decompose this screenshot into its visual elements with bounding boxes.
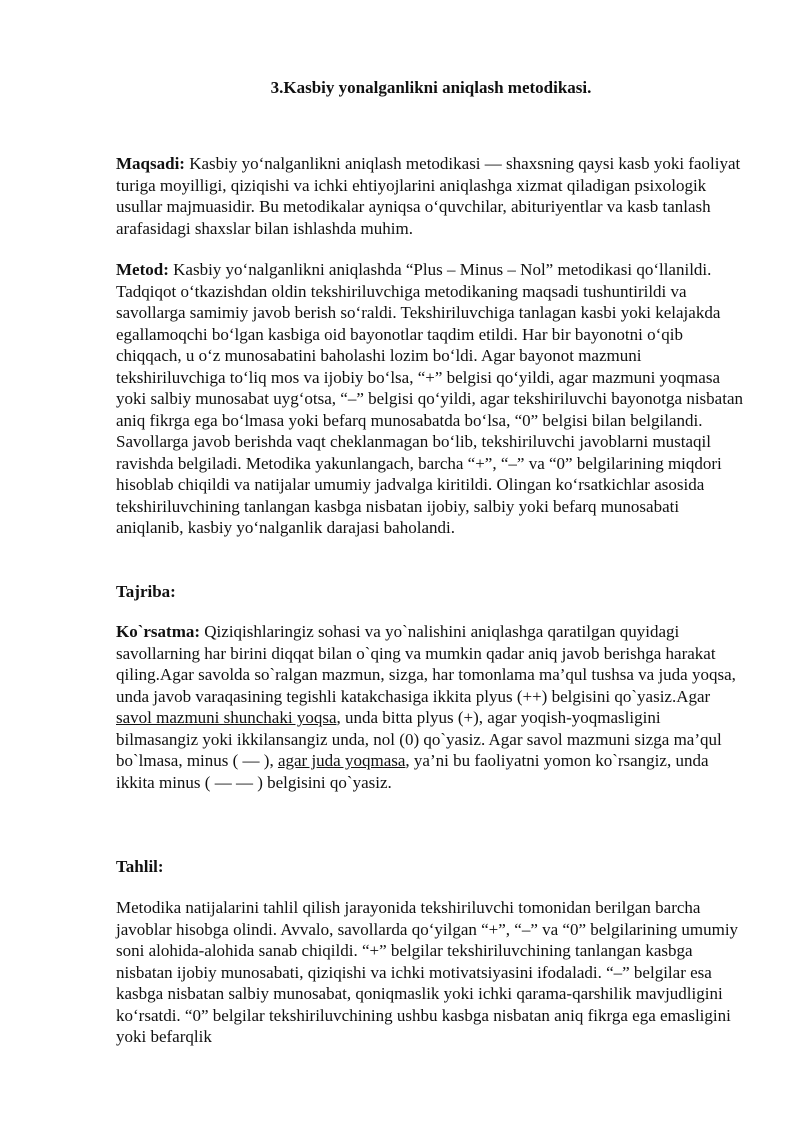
paragraph-metod (116, 259, 746, 539)
paragraph-korsatma (116, 621, 746, 793)
page-title: 3.Kasbiy yonalganlikni aniqlash metodikasi. (270, 78, 592, 97)
korsatma-text-1: Qiziqishlaringiz sohasi va yo`nalishini aniqlashga qaratilgan quyidagi savollarning har birini diqqat bilan o`qing va mumkin qadar aniq javob berishga harakat qiling.Agar savolda so`ralgan mazmun, sizga, har tomonlama ma’qul tushsa va juda yoqsa, unda javob varaqasining tegishli katakchasiga ikkita plyus (++) belgisini qo`yasiz.Agar (116, 622, 736, 706)
korsatma-label: Ko`rsatma: (116, 622, 201, 641)
maqsad-text: Kasbiy yoʻnalganlikni aniqlash metodikasi — shaxsning qaysi kasb yoki faoliyat turiga moyilligi, qiziqishi va ichki ehtiyojlarini aniqlashga xizmat qiladigan psixologik usullar majmuasidir. Bu metodikalar ayniqsa oʻquvchilar, abituriyentlar va kasb tanlash arafasidagi shaxslar bilan ishlashda muhim. (116, 154, 741, 238)
paragraph-tahlil: Metodika natijalarini tahlil qilish jarayonida tekshiriluvchi tomonidan berilgan barcha javoblar hisobga olindi. Avvalo, savollarda qoʻyilgan “+”, “–” va “0” belgilarining umumiy soni alohida-alohida sanab chiqildi. “+” belgilar tekshiriluvchining tanlangan kasbga nisbatan ijobiy munosabati, qiziqishi va ichki motivatsiyasini ifodaladi. “–” belgilar esa kasbga nisbatan salbiy munosabat, qoniqmaslik yoki ichki qarama-qarshilik mavjudligini koʻrsatdi. “0” belgilar tekshiriluvchining ushbu kasbga nisbatan aniq fikrga ega emasligini yoki befarqlik (116, 898, 739, 1046)
heading-tahlil: Tahlil: (116, 857, 164, 876)
korsatma-text-3: , ya’ni bu faoliyatni yomon ko`rsangiz, unda ikkita minus ( — — ) belgisini qo`yasiz. (116, 751, 709, 792)
korsatma-underlined-2: agar juda yoqmasa (277, 751, 406, 770)
paragraph-maqsad (116, 153, 746, 239)
heading-tajriba: Tajriba: (116, 582, 176, 601)
maqsad-label: Maqsadi: (116, 154, 185, 173)
korsatma-underlined-1: savol mazmuni shunchaki yoqsa (116, 708, 337, 727)
korsatma-text-2: , unda bitta plyus (+), agar yoqish-yoqmasligini bilmasangiz yoki ikkilansangiz unda, nol (0) qo`yasiz. Agar savol mazmuni sizga ma’qul bo`lmasa, minus ( — ), (116, 708, 722, 770)
metod-text: Kasbiy yoʻnalganlikni aniqlashda “Plus – Minus – Nol” metodikasi qoʻllanildi. Tadqiqot oʻtkazishdan oldin tekshiriluvchiga metodikaning maqsadi tushuntirildi va savollarga samimiy javob berish soʻraldi. Tekshiriluvchiga tanlagan kasbi yoki kelajakda egallamoqchi boʻlgan kasbiga oid bayonotlar taqdim etildi. Har bir bayonotni oʻqib chiqqach, u oʻz munosabatini baholashi lozim boʻldi. Agar bayonot mazmuni tekshiriluvchiga toʻliq mos va ijobiy boʻlsa, “+” belgisi qoʻyildi, agar mazmuni yoqmasa yoki salbiy munosabat uygʻotsa, “–” belgisi qoʻyildi, agar tekshiriluvchi bayonotga nisbatan aniq fikrga ega boʻlmasa yoki befarq munosabatda boʻlsa, “0” belgisi bilan belgilandi. Savollarga javob berishda vaqt cheklanmagan boʻlib, tekshiriluvchi javoblarni mustaqil ravishda belgiladi. Metodika yakunlangach, barcha “+”, “–” va “0” belgilarining miqdori hisoblab chiqildi va natijalar umumiy jadvalga kiritildi. Olingan koʻrsatkichlar asosida tekshiriluvchining tanlangan kasbga nisbatan ijobiy, salbiy yoki befarq munosabati aniqlanib, kasbiy yoʻnalganlik darajasi baholandi. (116, 260, 743, 537)
metod-label: Metod: (116, 260, 169, 279)
